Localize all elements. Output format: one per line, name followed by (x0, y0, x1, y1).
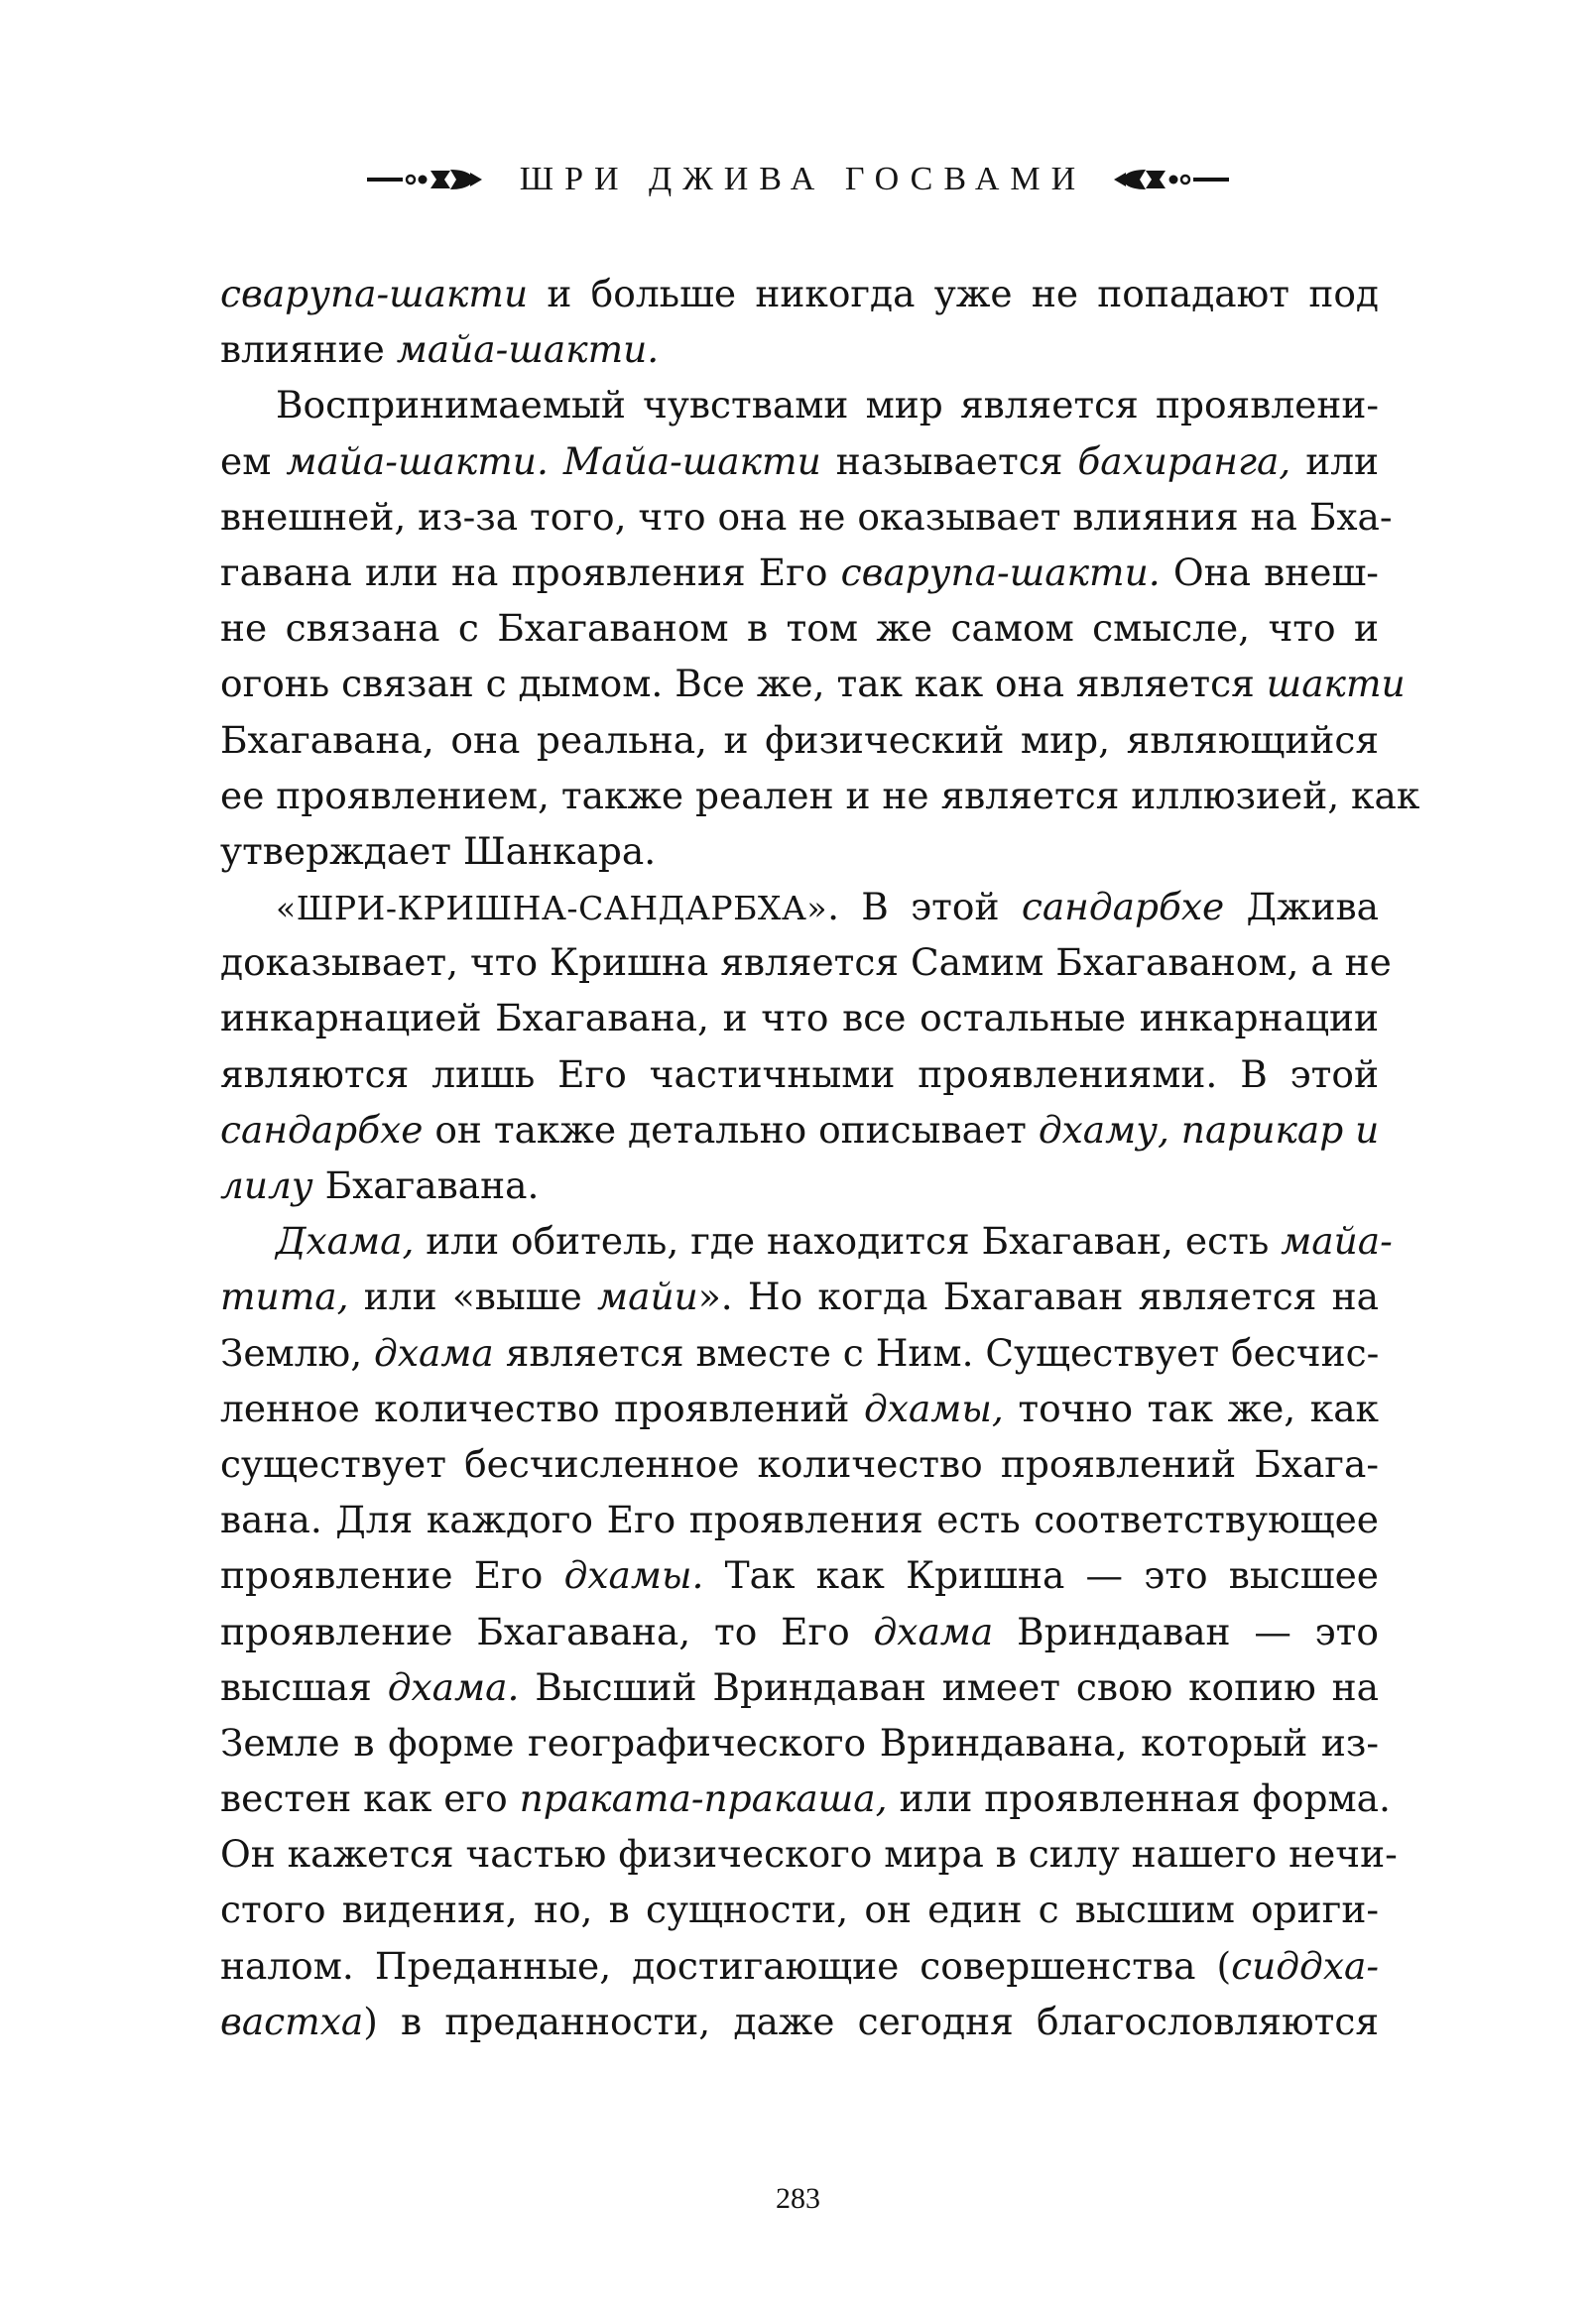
text-line (220, 990, 1379, 1045)
ornament-left-icon (367, 167, 484, 192)
text-run: Воспринимаемый чувствами мир является проявлени- (276, 383, 1379, 427)
text-run: Высший Вриндаван имеет свою копию на (519, 1664, 1379, 1709)
page-number: 283 (776, 2182, 820, 2215)
text-line (220, 656, 1406, 711)
text-run: проявление Бхагавана, то Его (220, 1609, 874, 1653)
text-line (220, 1102, 1379, 1158)
text-run: являются лишь Его частичными проявлениями. В этой (220, 1051, 1379, 1096)
text-run: ем (220, 438, 287, 483)
text-run: «ШРИ-КРИШНА-САНДАРБХА» (276, 889, 828, 928)
text-run: ленное количество проявлений (220, 1386, 864, 1430)
text-run: инкарнацией Бхагавана, и что все остальные инкарнации (220, 996, 1379, 1040)
text-line (220, 1659, 1379, 1715)
text-run: Бхагавана. (312, 1163, 540, 1207)
text-run: гавана или на проявления Его (220, 549, 841, 594)
text-line (220, 321, 1379, 377)
text-line (220, 1269, 1379, 1324)
text-line (220, 433, 1379, 489)
italic-term: дхамы, (863, 1386, 1004, 1430)
text-line (220, 1604, 1379, 1659)
italic-term: сандарбхе (1021, 885, 1225, 929)
text-line (220, 823, 1379, 879)
text-line (220, 1492, 1379, 1547)
italic-term: шакти (1266, 662, 1406, 706)
text-run: высшая (220, 1664, 388, 1709)
italic-term: бахиранга, (1077, 438, 1291, 483)
text-line (220, 1213, 1393, 1269)
ornament-right-icon (1112, 167, 1229, 192)
italic-term: майа- (1281, 1219, 1393, 1264)
text-run: налом. Преданные, достигающие совершенства ( (220, 1943, 1232, 1988)
text-line (220, 1381, 1379, 1436)
text-run: Землю, (220, 1330, 375, 1375)
italic-term: праката-пракаша, (519, 1776, 888, 1821)
italic-term: майи (597, 1275, 698, 1319)
text-run: и больше никогда уже не попадают под (528, 272, 1379, 315)
text-run: стого видения, но, в сущности, он един с высшим ориги- (220, 1888, 1379, 1932)
running-head-title: ШРИ ДЖИВА ГОСВАМИ (519, 161, 1087, 198)
text-line (220, 377, 1379, 432)
running-head (0, 159, 1596, 198)
text-line (220, 712, 1379, 768)
text-run: Вриндаван — это (993, 1609, 1379, 1653)
text-line (220, 1436, 1379, 1492)
text-run: называется (820, 438, 1078, 483)
text-run: ) в преданности, даже сегодня благословляются (363, 1999, 1379, 2043)
italic-term: сварупа-шакти. (840, 549, 1161, 594)
text-run: Джива (1224, 885, 1379, 929)
text-line (220, 1826, 1398, 1882)
text-run: вестен как его (220, 1776, 520, 1821)
text-run: или «выше (348, 1275, 598, 1319)
text-run: проявление Его (220, 1553, 564, 1598)
text-run: влияние (220, 327, 397, 372)
text-line (220, 1771, 1391, 1826)
italic-term: дхаму, парикар и (1038, 1107, 1380, 1152)
italic-term: сиддха- (1231, 1943, 1379, 1988)
text-line (220, 1994, 1379, 2049)
text-line (220, 600, 1379, 656)
italic-term: майа-шакти. (396, 327, 660, 372)
text-run: существует бесчисленное количество проявлений Бхага- (220, 1441, 1379, 1486)
italic-term: майа-шакти. Майа-шакти (286, 438, 821, 483)
text-line (220, 1547, 1379, 1603)
text-line (220, 1325, 1379, 1381)
text-run: или проявленная форма. (887, 1776, 1391, 1821)
text-line (220, 266, 1379, 321)
text-run: он также детально описывает (423, 1107, 1039, 1152)
text-run: Она внеш- (1160, 549, 1379, 594)
text-run: ее проявлением, также реален и не является иллюзией, как (220, 773, 1420, 817)
text-run: является вместе с Ним. Существует бесчис- (493, 1330, 1380, 1375)
italic-term: сварупа-шакти (220, 272, 529, 315)
text-run: огонь связан с дымом. Все же, так как она является (220, 662, 1267, 706)
text-run: . В этой (827, 885, 1022, 929)
text-run: точно так же, как (1003, 1386, 1379, 1430)
text-run: или обитель, где находится Бхагаван, есть (414, 1219, 1282, 1264)
text-line (220, 1158, 1379, 1213)
text-line (220, 1715, 1379, 1771)
italic-term: дхама (873, 1609, 994, 1653)
text-run: Бхагавана, она реальна, и физический мир, являющийся (220, 717, 1379, 762)
italic-term: сандарбхе (220, 1107, 424, 1152)
text-run: Он кажется частью физического мира в силу нашего нечи- (220, 1832, 1398, 1877)
text-line (220, 768, 1420, 823)
text-run: не связана с Бхагаваном в том же самом смысле, что и (220, 606, 1379, 651)
text-run: Так как Кришна — это высшее (703, 1553, 1379, 1598)
text-line (220, 489, 1393, 545)
italic-term: вастха (220, 1999, 364, 2043)
italic-term: дхама. (387, 1664, 520, 1709)
italic-term: лилу (220, 1163, 313, 1207)
text-line (220, 879, 1379, 934)
text-run: Земле в форме географического Вриндавана, который из- (220, 1720, 1379, 1765)
text-run: или (1290, 438, 1380, 483)
italic-term: дхама (374, 1330, 494, 1375)
italic-term: тита, (220, 1275, 349, 1319)
text-line (220, 1046, 1379, 1102)
italic-term: Дхама, (276, 1219, 415, 1264)
text-line (220, 545, 1379, 600)
text-run: вана. Для каждого Его проявления есть соответствующее (220, 1498, 1379, 1542)
text-line (220, 1938, 1379, 1994)
text-run: внешней, из-за того, что она не оказывает влияния на Бха- (220, 494, 1393, 539)
text-run: утверждает Шанкара. (220, 828, 657, 873)
text-run: доказывает, что Кришна является Самим Бхагаваном, а не (220, 940, 1392, 985)
text-line (220, 934, 1392, 990)
body-text (220, 266, 1420, 2049)
text-line (220, 1882, 1379, 1937)
italic-term: дхамы. (563, 1553, 704, 1598)
text-run: ». Но когда Бхагаван является на (697, 1275, 1379, 1319)
